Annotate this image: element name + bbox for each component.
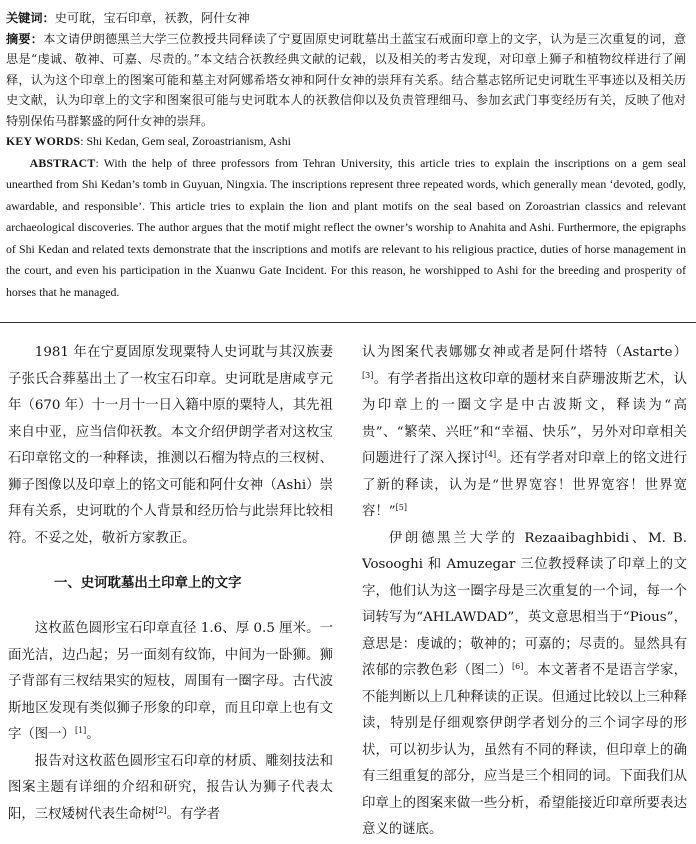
abstract-en bbox=[6, 153, 686, 304]
report-paragraph bbox=[8, 749, 333, 829]
seal-description-end: 。 bbox=[86, 727, 100, 742]
keywords-en bbox=[6, 131, 686, 153]
keywords-cn bbox=[6, 8, 686, 29]
abstract-cn-text: 本文请伊朗德黑兰大学三位教授共同释读了宁夏固原史诃耽墓出土蓝宝石戒面印章上的文字，认为是三次重复的词，意思是“虔诚、敬神、可嘉、尽责的。”本文结合祆教经典文献的记载，以及相关的考古发现，对印章上狮子和植物纹样进行了阐释，认为这个印章上的图案可能和墓主对阿娜希塔女神和阿什女神的崇拜有关系。结合墓志铭所记史诃耽生平事迹以及相关历史文献，认为印章上的文字和图案很可能与史诃耽本人的祆教信仰以及负责管理细马、参加玄武门事变经历有关，反映了他对特别保佑马群繁盛的阿什女神的崇拜。 bbox=[6, 31, 687, 128]
report-text: 报告对这枚蓝色圆形宝石印章的材质、雕刻技法和图案主题有详细的介绍和研究，报告认为狮子代表太阳，三杈矮树代表生命树 bbox=[8, 753, 333, 822]
keywords-cn-label: 关键词： bbox=[6, 11, 55, 25]
interpretations-text-b: 。有学者指出这枚印章的题材来自萨珊波斯艺术，认为印章上的一圈文字是中古波斯文，释读为“高贵”、“繁荣、兴旺”和“幸福、快乐”，另外对印章相关问题进行了深入探讨 bbox=[362, 371, 687, 466]
citation-ref: [3] bbox=[362, 370, 374, 380]
interpretations-text-a: 认为图案代表娜娜女神或者是阿什塔特（Astarte） bbox=[362, 345, 687, 360]
citation-ref: [1] bbox=[74, 726, 87, 735]
keywords-cn-text: 史可耽，宝石印章，祆教，阿什女神 bbox=[54, 11, 250, 25]
seal-description-text: 这枚蓝色圆形宝石印章直径 1.6、厚 0.5 厘米。一面光洁，边凸起；另一面刻有纹饰，中间为一卧狮。狮子背部有三杈结果实的短枝，周围有一圈字母。古代波斯地区发现有类似狮子形象的印章，而且印章上也有文字（图一） bbox=[8, 621, 333, 742]
citation-ref: [2] bbox=[155, 805, 167, 815]
seal-description-paragraph bbox=[8, 616, 333, 749]
interpretations-paragraph bbox=[362, 340, 687, 526]
abstract-cn-label: 摘要： bbox=[6, 31, 44, 46]
keywords-en-label: KEY WORDS bbox=[6, 134, 81, 148]
abstract-block bbox=[6, 8, 686, 303]
left-column bbox=[8, 340, 333, 828]
report-end: 。有学者 bbox=[166, 806, 221, 822]
iranian-reading-paragraph bbox=[362, 526, 687, 844]
iranian-reading-text-a: 伊朗德黑兰大学的 Rezaaibaghbidi、M. B. Vosooghi 和 Amuzegar 三位教授释读了印章上的文字，他们认为这一圈字母是三次重复的一个词，每一个词转写为“AHLAWDAD”，英文意思相当于“Pious”，意思是：虔诚的；敬神的；可嘉的；尽责的。显然具有浓郁的宗教色彩（图二） bbox=[362, 530, 687, 678]
section-divider bbox=[0, 322, 696, 323]
keywords-en-text: : Shi Kedan, Gem seal, Zoroastrianism, Ashi bbox=[80, 134, 291, 148]
right-column bbox=[362, 340, 687, 844]
abstract-en-label: ABSTRACT bbox=[29, 155, 96, 170]
section-heading: 一、史诃耽墓出土印章上的文字 bbox=[54, 576, 242, 591]
abstract-cn bbox=[6, 29, 686, 132]
iranian-reading-text-b: 。本文著者不是语言学家，不能判断以上几种释读的正误。但通过比较以上三种释读，特别是仔细观察伊朗学者划分的三个词字母的形状，可以初步认为，虽然有不同的释读，但印章上的确有三组重复的部分，应当是三个相同的词。下面我们从印章上的图案来做一些分析，希望能接近印章所要表达意义的谜底。 bbox=[362, 663, 688, 837]
abstract-en-text: : With the help of three professors from Tehran University, this article tries to explain the inscriptions on a gem seal unearthed from Shi Kedan’s tomb in Guyuan, Ningxia. The inscriptions represent three repeated words, which generally mean ‘devoted, godly, awardable, and responsible’. This article tries to explain the lion and plant motifs on the seal based on Zoroastrian classics and relevant archaeological discoveries. The author argues that the motif might reflect the owner’s worship to Anahita and Ashi. Furthermore, the epigraphs of Shi Kedan and related texts demonstrate that the inscriptions and motifs are relevant to his religious practice, duties of horse management in the court, and even his participation in the Xuanwu Gate Incident. For this reason, he worshipped to Ashi for the breeding and prosperity of horses that he managed. bbox=[6, 155, 686, 299]
intro-paragraph: 1981 年在宁夏固原发现粟特人史诃耽与其汉族妻子张氏合葬墓出土了一枚宝石印章。史诃耽是唐咸亨元年（670 年）十一月十一日入籍中原的粟特人，其先祖来自中亚，应当信仰祆教。本文介绍伊朗学者对这枚宝石印章铭文的一种释读，推测以石榴为特点的三杈树、狮子图像以及印章上的铭文可能和阿什女神（Ashi）崇拜有关系，史诃耽的个人背景和经历恰与此崇拜比较相符。不妥之处，敬祈方家教正。 bbox=[8, 345, 333, 546]
citation-ref: [6] bbox=[512, 662, 524, 671]
citation-ref: [4] bbox=[484, 450, 497, 459]
citation-ref: [5] bbox=[395, 503, 407, 512]
interpretations-text-c: 。还有学者对印章上的铭文进行了新的释读，认为是“世界宽容！世界宽容！世界宽容！” bbox=[362, 451, 687, 519]
